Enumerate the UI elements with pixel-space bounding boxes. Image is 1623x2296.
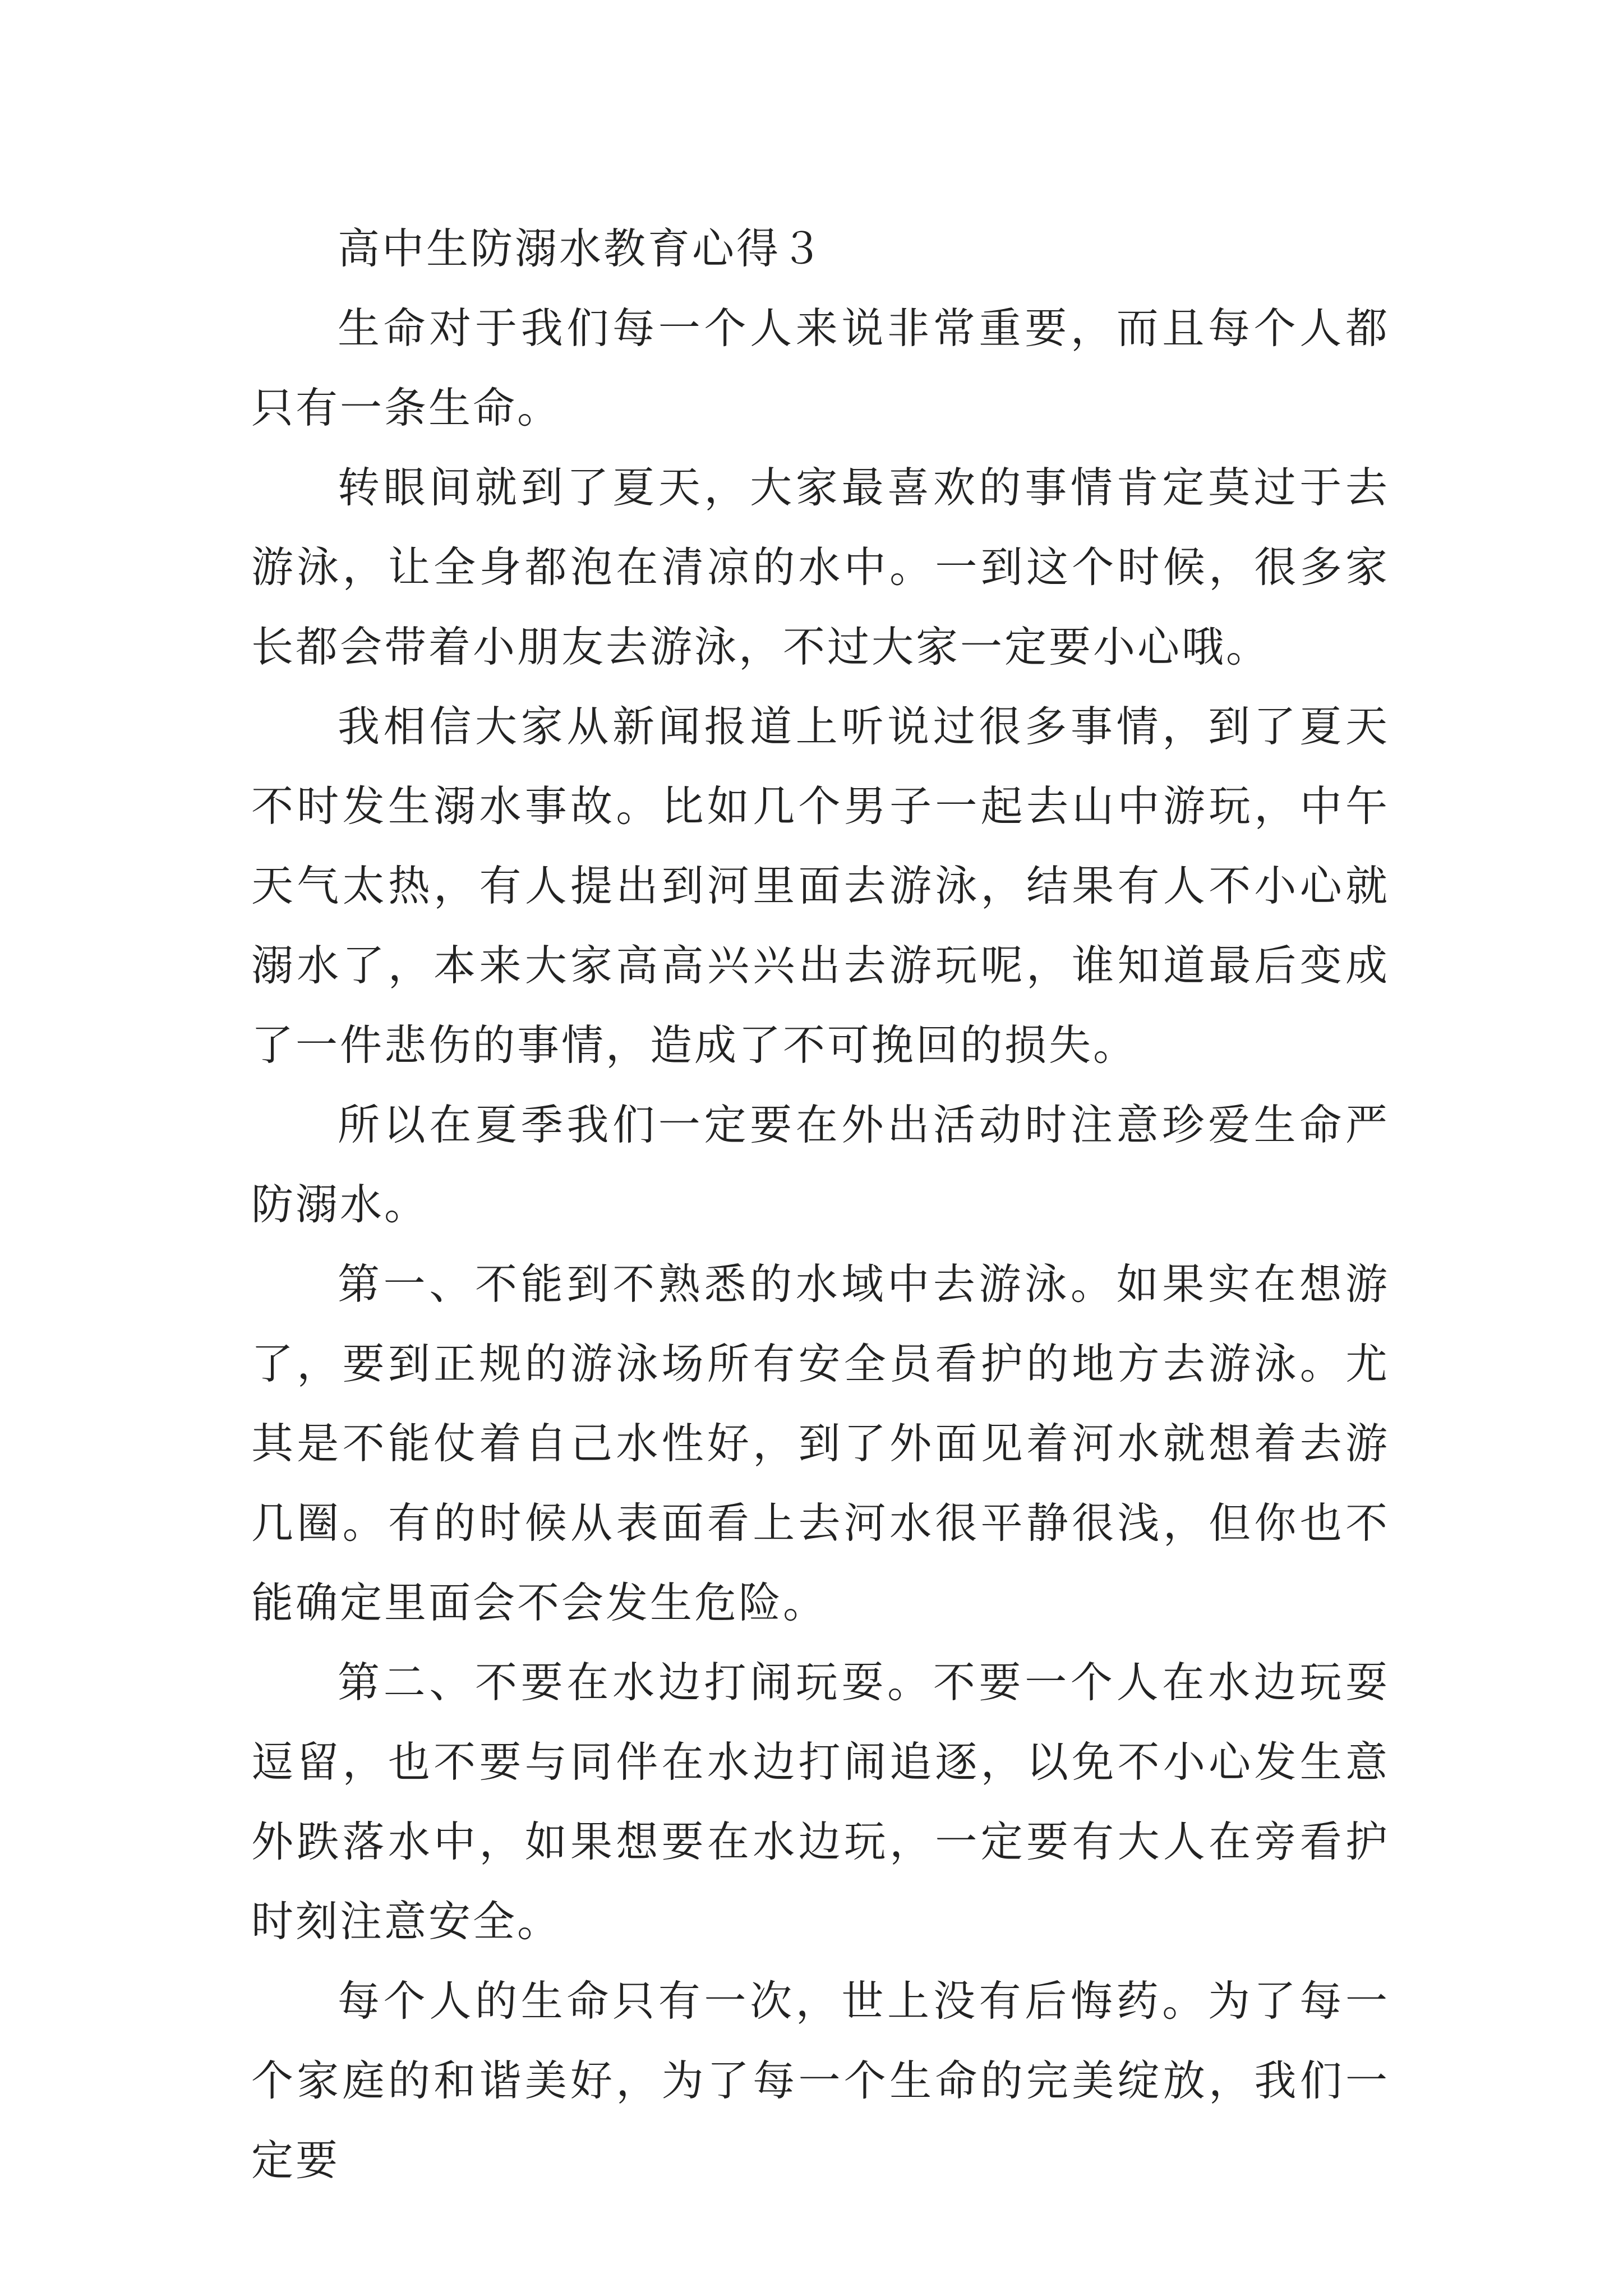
document-title: 高中生防溺水教育心得３ [338,224,826,273]
paragraph: 生命对于我们每一个人来说非常重要，而且每个人都只有一条生命。 [251,303,1390,432]
paragraph: 每个人的生命只有一次，世上没有后悔药。为了每一个家庭的和谐美好，为了每一个生命的完美绽放，我们一定要 [251,1976,1390,2185]
paragraph: 第一、不能到不熟悉的水域中去游泳。如果实在想游了，要到正规的游泳场所有安全员看护的地方去游泳。尤其是不能仗着自己水性好，到了外面见着河水就想着去游几圈。有的时候从表面看上去河水很平静很浅，但你也不能确定里面会不会发生危险。 [251,1259,1390,1627]
document-body [251,209,1390,2200]
paragraph: 所以在夏季我们一定要在外出活动时注意珍爱生命严防溺水。 [251,1100,1390,1229]
paragraph: 转眼间就到了夏天，大家最喜欢的事情肯定莫过于去游泳，让全身都泡在清凉的水中。一到这个时候，很多家长都会带着小朋友去游泳，不过大家一定要小心哦。 [251,463,1390,671]
paragraph: 第二、不要在水边打闹玩耍。不要一个人在水边玩耍逗留，也不要与同伴在水边打闹追逐，以免不小心发生意外跌落水中，如果想要在水边玩，一定要有大人在旁看护时刻注意安全。 [251,1658,1390,1946]
paragraph: 我相信大家从新闻报道上听说过很多事情，到了夏天不时发生溺水事故。比如几个男子一起去山中游玩，中午天气太热，有人提出到河里面去游泳，结果有人不小心就溺水了，本来大家高高兴兴出去游玩呢，谁知道最后变成了一件悲伤的事情，造成了不可挽回的损失。 [251,702,1390,1070]
